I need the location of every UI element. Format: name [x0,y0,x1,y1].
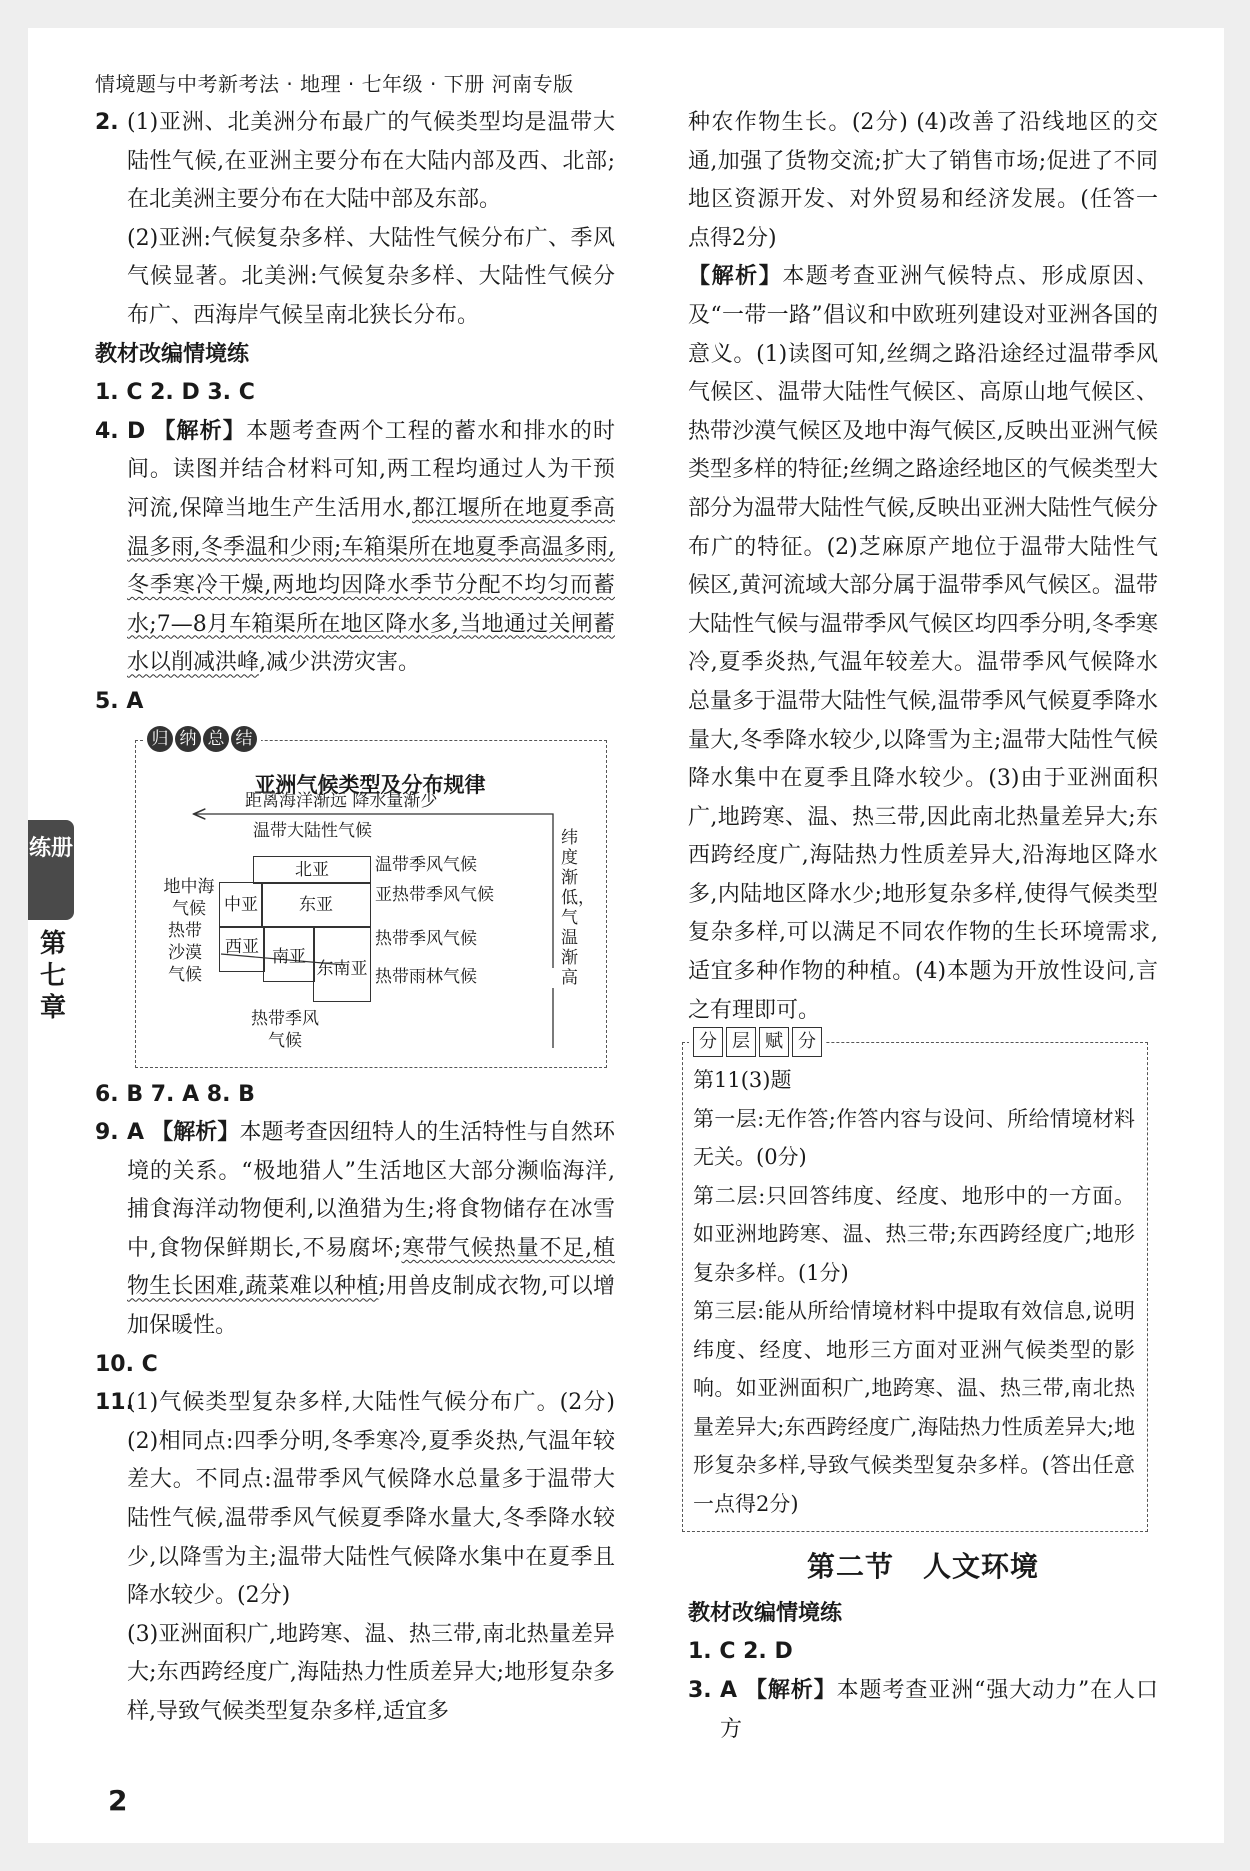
section-heading-1: 教材改编情境练 [95,341,250,367]
right-column [688,104,1158,1749]
figure-title: 亚洲气候类型及分布规律 [254,772,486,797]
region-north-asia: 北亚 [253,856,371,884]
scoring-level-2: 第二层:只回答纬度、经度、地形中的一方面。如亚洲地跨寒、温、热三带;东西跨经度广;地形复杂多样。(1分) [693,1183,1135,1285]
arrow-top-label: 距离海洋渐远 降水量渐少 [245,790,438,811]
q11-part2: (3)亚洲面积广,地跨寒、温、热三带,南北热量差异大;东西跨经度广,海陆热力性质差异大;地形复杂多样,导致气候类型复杂多样,适宜多 [127,1621,615,1724]
q11-analysis: 【解析】本题考查亚洲气候特点、形成原因、及“一带一路”倡议和中欧班列建设对亚洲各国的意义。(1)读图可知,丝绸之路沿途经过温带季风气候区、温带大陆性气候区、高原山地气候区、热带沙漠气候区及地中海气候区,反映出亚洲气候类型多样的特征;丝绸之路途经地区的气候类型大部分为温带大陆性气候,反映出亚洲大陆性气候分布广的特征。(2)芝麻原产地位于温带大陆性气候区,黄河流域大部分属于温带季风气候区。温带大陆性气候与温带季风气候区均四季分明,冬季寒冷,夏季炎热,气温年较差大。温带季风气候降水总量多于温带大陆性气候,温带季风气候夏季降水量大,冬季降水较少,以降雪为主;温带大陆性气候降水集中在夏季且降水较少。(3)由于亚洲面积广,地跨寒、温、热三带,因此南北热量差异大;东西跨经度广,海陆热力性质差异大,沿海地区降水多,内陆地区降水少;地形复杂多样,使得气候类型复杂多样,可以满足不同农作物的生长环境需求,适宜多种作物的种植。(4)本题为开放性设问,言之有理即可。 [688,264,1158,1023]
answers-1-3: 1. C 2. D 3. C [95,380,255,406]
answer-5: 5. A [95,688,144,714]
chapter-label: 第七章 [39,929,66,1023]
label-tropical-monsoon: 热带季风气候 [375,928,477,949]
label-mediterranean: 地中海气候 [163,876,215,919]
label-tropical-desert: 热带沙漠气候 [168,920,202,985]
region-central-asia: 中亚 [219,882,263,928]
climate-summary-figure [135,728,607,1068]
label-latitude: 纬度渐低，气温渐高 [561,827,595,988]
q2-number: 2. [95,110,119,135]
label-temperate-monsoon: 温带季风气候 [375,854,477,875]
region-south-asia: 南亚 [263,926,315,982]
section-title: 第二节 人文环境 [806,1550,1039,1584]
page-header: 情境题与中考新考法 · 地理 · 七年级 · 下册 河南专版 [95,72,574,96]
answers-1-2: 1. C 2. D [688,1639,793,1665]
label-subtropical-monsoon: 亚热带季风气候 [375,884,494,905]
scoring-level-3: 第三层:能从所给情境材料中提取有效信息,说明纬度、经度、地形三方面对亚洲气候类型的影响。如亚洲面积广,地跨寒、温、热三带,南北热量差异大;东西跨经度广,海陆热力性质差异大;地形复杂多样,导致气候类型复杂多样。(答出任意一点得2分) [693,1299,1135,1516]
scoring-title: 第11(3)题 [693,1068,792,1093]
scoring-tag: 分 层 赋 分 [689,1027,826,1057]
label-temperate-continental: 温带大陆性气候 [253,820,372,841]
q2-part2: (2)亚洲:气候复杂多样、大陆性气候分布广、季风气候显著。北美洲:气候复杂多样、大陆性气候分布广、西海岸气候呈南北狭长分布。 [127,225,615,328]
scoring-box [682,1031,1148,1532]
label-tropical-monsoon-bottom: 热带季风气候 [251,1008,319,1051]
side-tab: 练册 [28,820,74,920]
page-number: 2 [108,1784,128,1817]
region-west-asia: 西亚 [219,926,265,972]
q11-part1: 11.(1)气候类型复杂多样,大陆性气候分布广。(2分) (2)相同点:四季分明,冬季寒冷,夏季炎热,气温年较差大。不同点:温带季风气候降水总量多于温带大陆性气候,温带季风气候夏季降水量大,冬季降水较少,以降雪为主;温带大陆性气候降水集中在夏季且降水较少。(2分) [95,1390,615,1609]
q9: 9. A 【解析】本题考查因纽特人的生活特性与自然环境的关系。“极地猎人”生活地区大部分濒临海洋,捕食海洋动物便利,以渔猎为生;将食物储存在冰雪中,食物保鲜期长,不易腐坏;寒带气候热量不足,植物生长困难,蔬菜难以种植;用兽皮制成衣物,可以增加保暖性。 [95,1120,616,1339]
scoring-level-1: 第一层:无作答;作答内容与设问、所给情境材料无关。(0分) [693,1106,1135,1170]
region-southeast-asia: 东南亚 [313,926,371,1002]
answer-10: 10. C [95,1351,158,1377]
q3: 3. A 【解析】本题考查亚洲“强大动力”在人口方 [688,1678,1158,1742]
q2-part1: 2. (1)亚洲、北美洲分布最广的气候类型均是温带大陆性气候,在亚洲主要分布在大陆内部及西、北部;在北美洲主要分布在大陆中部及东部。 [95,104,615,220]
label-tropical-rainforest: 热带雨林气候 [375,966,477,987]
left-column [95,104,615,1732]
summary-tag: 归 纳 总 结 [143,726,261,756]
q11-continued: 种农作物生长。(2分) (4)改善了沿线地区的交通,加强了货物交流;扩大了销售市场;促进了不同地区资源开发、对外贸易和经济发展。(任答一点得2分) [688,110,1158,251]
answers-6-8: 6. B 7. A 8. B [95,1081,255,1107]
region-east-asia: 东亚 [261,882,371,928]
q4: 4. D 【解析】本题考查两个工程的蓄水和排水的时间。读图并结合材料可知,两工程均通过人为干预河流,保障当地生产生活用水,都江堰所在地夏季高温多雨,冬季温和少雨;车箱渠所在地夏季高温多雨,冬季寒冷干燥,两地均因降水季节分配不均匀而蓄水;7—8月车箱渠所在地区降水多,当地通过关闸蓄水以削减洪峰,减少洪涝灾害。 [95,418,615,676]
section-heading-2: 教材改编情境练 [688,1600,843,1626]
